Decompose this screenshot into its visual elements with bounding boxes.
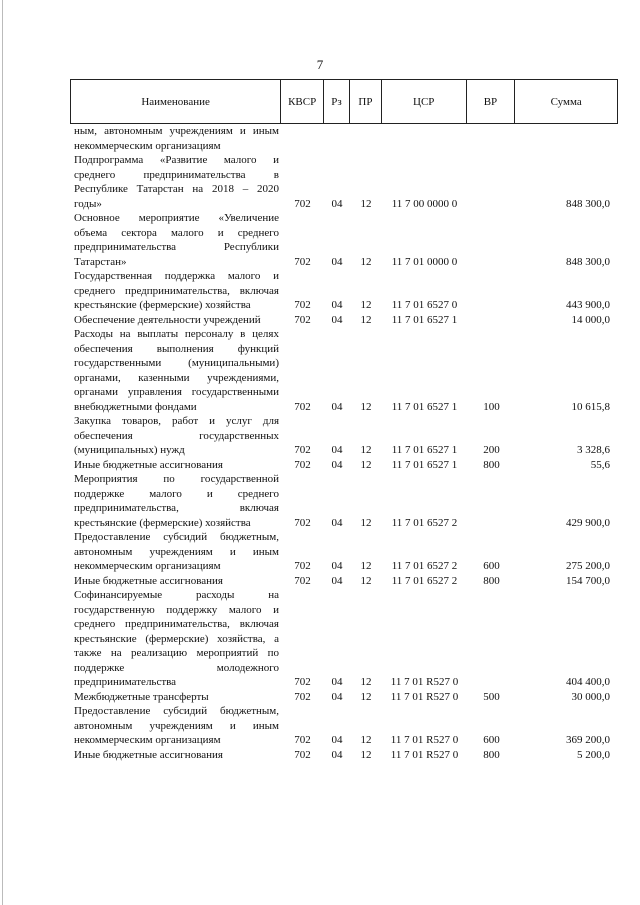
header-sum: Сумма	[550, 95, 582, 108]
table-row	[70, 269, 618, 313]
page-number: 7	[316, 57, 324, 72]
cell-pr: 12	[360, 458, 372, 471]
cell-name: Государственная поддержка малого и среднего предпринимательства, включая крестьянские (фермерские) хозяйства	[74, 270, 279, 311]
cell-kvsr: 702	[294, 313, 311, 326]
cell-name: ным, автономным учреждениям и иным некоммерческим организациям	[74, 125, 279, 152]
cell-pr: 12	[360, 690, 372, 703]
cell-rz: 04	[331, 516, 343, 529]
cell-pr: 12	[360, 734, 372, 746]
cell-rz: 04	[331, 255, 343, 268]
page-left-edge	[2, 0, 3, 905]
cell-sum: 429 900,0	[566, 516, 610, 529]
cell-name: Расходы на выплаты персоналу в целях обеспечения выполнения функций государственными (муниципальными) органами, казенными учреждениями, органами управления государственными внебюджетными фондами	[74, 328, 279, 413]
cell-name: Закупка товаров, работ и услуг для обеспечения государственных (муниципальных) нужд	[74, 415, 279, 456]
cell-pr: 12	[360, 400, 372, 413]
cell-kvsr: 702	[294, 444, 311, 456]
cell-name: Межбюджетные трансферты	[74, 690, 209, 703]
cell-name: Подпрограмма «Развитие малого и среднего предпринимательства в Республике Татарстан на 2018 – 2020 годы»	[74, 154, 279, 210]
cell-pr: 12	[360, 255, 372, 268]
cell-vr: 600	[483, 734, 500, 746]
table-row	[70, 704, 618, 748]
cell-sum: 443 900,0	[566, 299, 610, 311]
cell-rz: 04	[331, 458, 343, 471]
cell-kvsr: 702	[294, 299, 311, 311]
cell-vr: 600	[483, 560, 500, 572]
cell-name: Мероприятия по государственной поддержке малого и среднего предпринимательства, включая крестьянские (фермерские) хозяйства	[74, 473, 279, 529]
cell-pr: 12	[360, 444, 372, 456]
cell-pr: 12	[360, 299, 372, 311]
cell-sum: 3 328,6	[577, 444, 610, 456]
cell-sum: 14 000,0	[571, 313, 610, 326]
cell-rz: 04	[331, 313, 343, 326]
header-rz: Рз	[324, 80, 350, 123]
table-header	[70, 79, 618, 124]
cell-sum: 30 000,0	[571, 690, 610, 703]
cell-kvsr: 702	[294, 690, 311, 703]
cell-kvsr: 702	[294, 748, 311, 761]
table-row	[70, 211, 618, 269]
cell-vr: 500	[483, 690, 500, 703]
cell-sum: 848 300,0	[566, 197, 610, 210]
cell-rz: 04	[331, 690, 343, 703]
header-name: Наименование	[71, 80, 281, 123]
header-csr: ЦСР	[382, 80, 467, 123]
cell-name: Иные бюджетные ассигнования	[74, 458, 223, 471]
cell-sum: 848 300,0	[566, 255, 610, 268]
table-row	[70, 153, 618, 211]
cell-name: Предоставление субсидий бюджетным, автономным учреждениям и иным некоммерческим организациям	[74, 705, 279, 746]
cell-vr: 200	[483, 444, 500, 456]
budget-table	[70, 79, 618, 762]
cell-rz: 04	[331, 299, 343, 311]
cell-csr: 11 7 00 0000 0	[391, 197, 458, 210]
cell-kvsr: 702	[294, 458, 311, 471]
cell-name: Основное мероприятие «Увеличение объема сектора малого и среднего предпринимательства Республики Татарстан»	[74, 212, 279, 268]
table-row	[70, 327, 618, 414]
cell-sum: 369 200,0	[566, 734, 610, 746]
table-row	[70, 588, 618, 690]
table-row	[70, 313, 618, 328]
cell-pr: 12	[360, 197, 372, 210]
cell-csr: 11 7 01 6527 2	[391, 516, 458, 529]
cell-sum: 5 200,0	[577, 748, 610, 761]
cell-pr: 12	[360, 560, 372, 572]
cell-csr: 11 7 01 6527 1	[391, 458, 458, 471]
cell-rz: 04	[331, 444, 343, 456]
cell-csr: 11 7 01 6527 1	[391, 313, 458, 326]
table-body	[70, 124, 618, 762]
header-vr: ВР	[467, 80, 516, 123]
table-row	[70, 414, 618, 458]
table-row	[70, 124, 618, 153]
cell-kvsr: 702	[294, 255, 311, 268]
cell-pr: 12	[360, 313, 372, 326]
cell-sum: 404 400,0	[566, 676, 610, 688]
cell-sum: 55,6	[590, 458, 610, 471]
table-row	[70, 748, 618, 763]
cell-rz: 04	[331, 748, 343, 761]
cell-vr: 800	[483, 458, 500, 471]
cell-kvsr: 702	[294, 574, 311, 587]
cell-kvsr: 702	[294, 400, 311, 413]
cell-pr: 12	[360, 748, 372, 761]
cell-csr: 11 7 01 R527 0	[390, 690, 459, 703]
cell-csr: 11 7 01 R527 0	[390, 748, 459, 761]
table-row	[70, 574, 618, 589]
cell-csr: 11 7 01 6527 2	[391, 574, 458, 587]
cell-pr: 12	[360, 676, 372, 688]
cell-vr: 800	[483, 748, 500, 761]
table-row	[70, 690, 618, 705]
cell-kvsr: 702	[294, 734, 311, 746]
cell-rz: 04	[331, 560, 343, 572]
header-pr: ПР	[350, 80, 382, 123]
table-row	[70, 472, 618, 530]
cell-name: Иные бюджетные ассигнования	[74, 748, 223, 761]
cell-name: Предоставление субсидий бюджетным, автономным учреждениям и иным некоммерческим организациям	[74, 531, 279, 572]
cell-pr: 12	[360, 574, 372, 587]
cell-vr: 800	[483, 574, 500, 587]
cell-rz: 04	[331, 734, 343, 746]
cell-sum: 10 615,8	[571, 400, 610, 413]
cell-csr: 11 7 01 R527 0	[390, 734, 459, 746]
cell-kvsr: 702	[294, 197, 311, 210]
table-row	[70, 458, 618, 473]
cell-kvsr: 702	[294, 516, 311, 529]
cell-rz: 04	[331, 574, 343, 587]
cell-kvsr: 702	[294, 676, 311, 688]
cell-sum: 275 200,0	[566, 560, 610, 572]
cell-kvsr: 702	[294, 560, 311, 572]
cell-name: Обеспечение деятельности учреждений	[74, 313, 261, 326]
cell-csr: 11 7 01 0000 0	[391, 255, 458, 268]
cell-csr: 11 7 01 6527 1	[391, 444, 458, 456]
cell-csr: 11 7 01 6527 1	[391, 400, 458, 413]
cell-vr: 100	[483, 400, 500, 413]
table-row	[70, 530, 618, 574]
header-kvsr: КВСР	[281, 80, 324, 123]
cell-csr: 11 7 01 6527 0	[391, 299, 458, 311]
cell-name: Софинансируемые расходы на государственную поддержку малого и среднего предпринимательства, включая крестьянские (фермерские) хозяйства, а также на реализацию мероприятий по поддержке молодежного предпринимательства	[74, 589, 279, 688]
cell-rz: 04	[331, 197, 343, 210]
cell-csr: 11 7 01 6527 2	[391, 560, 458, 572]
cell-rz: 04	[331, 400, 343, 413]
cell-csr: 11 7 01 R527 0	[390, 676, 459, 688]
cell-pr: 12	[360, 516, 372, 529]
cell-rz: 04	[331, 676, 343, 688]
cell-name: Иные бюджетные ассигнования	[74, 574, 223, 587]
cell-sum: 154 700,0	[566, 574, 610, 587]
